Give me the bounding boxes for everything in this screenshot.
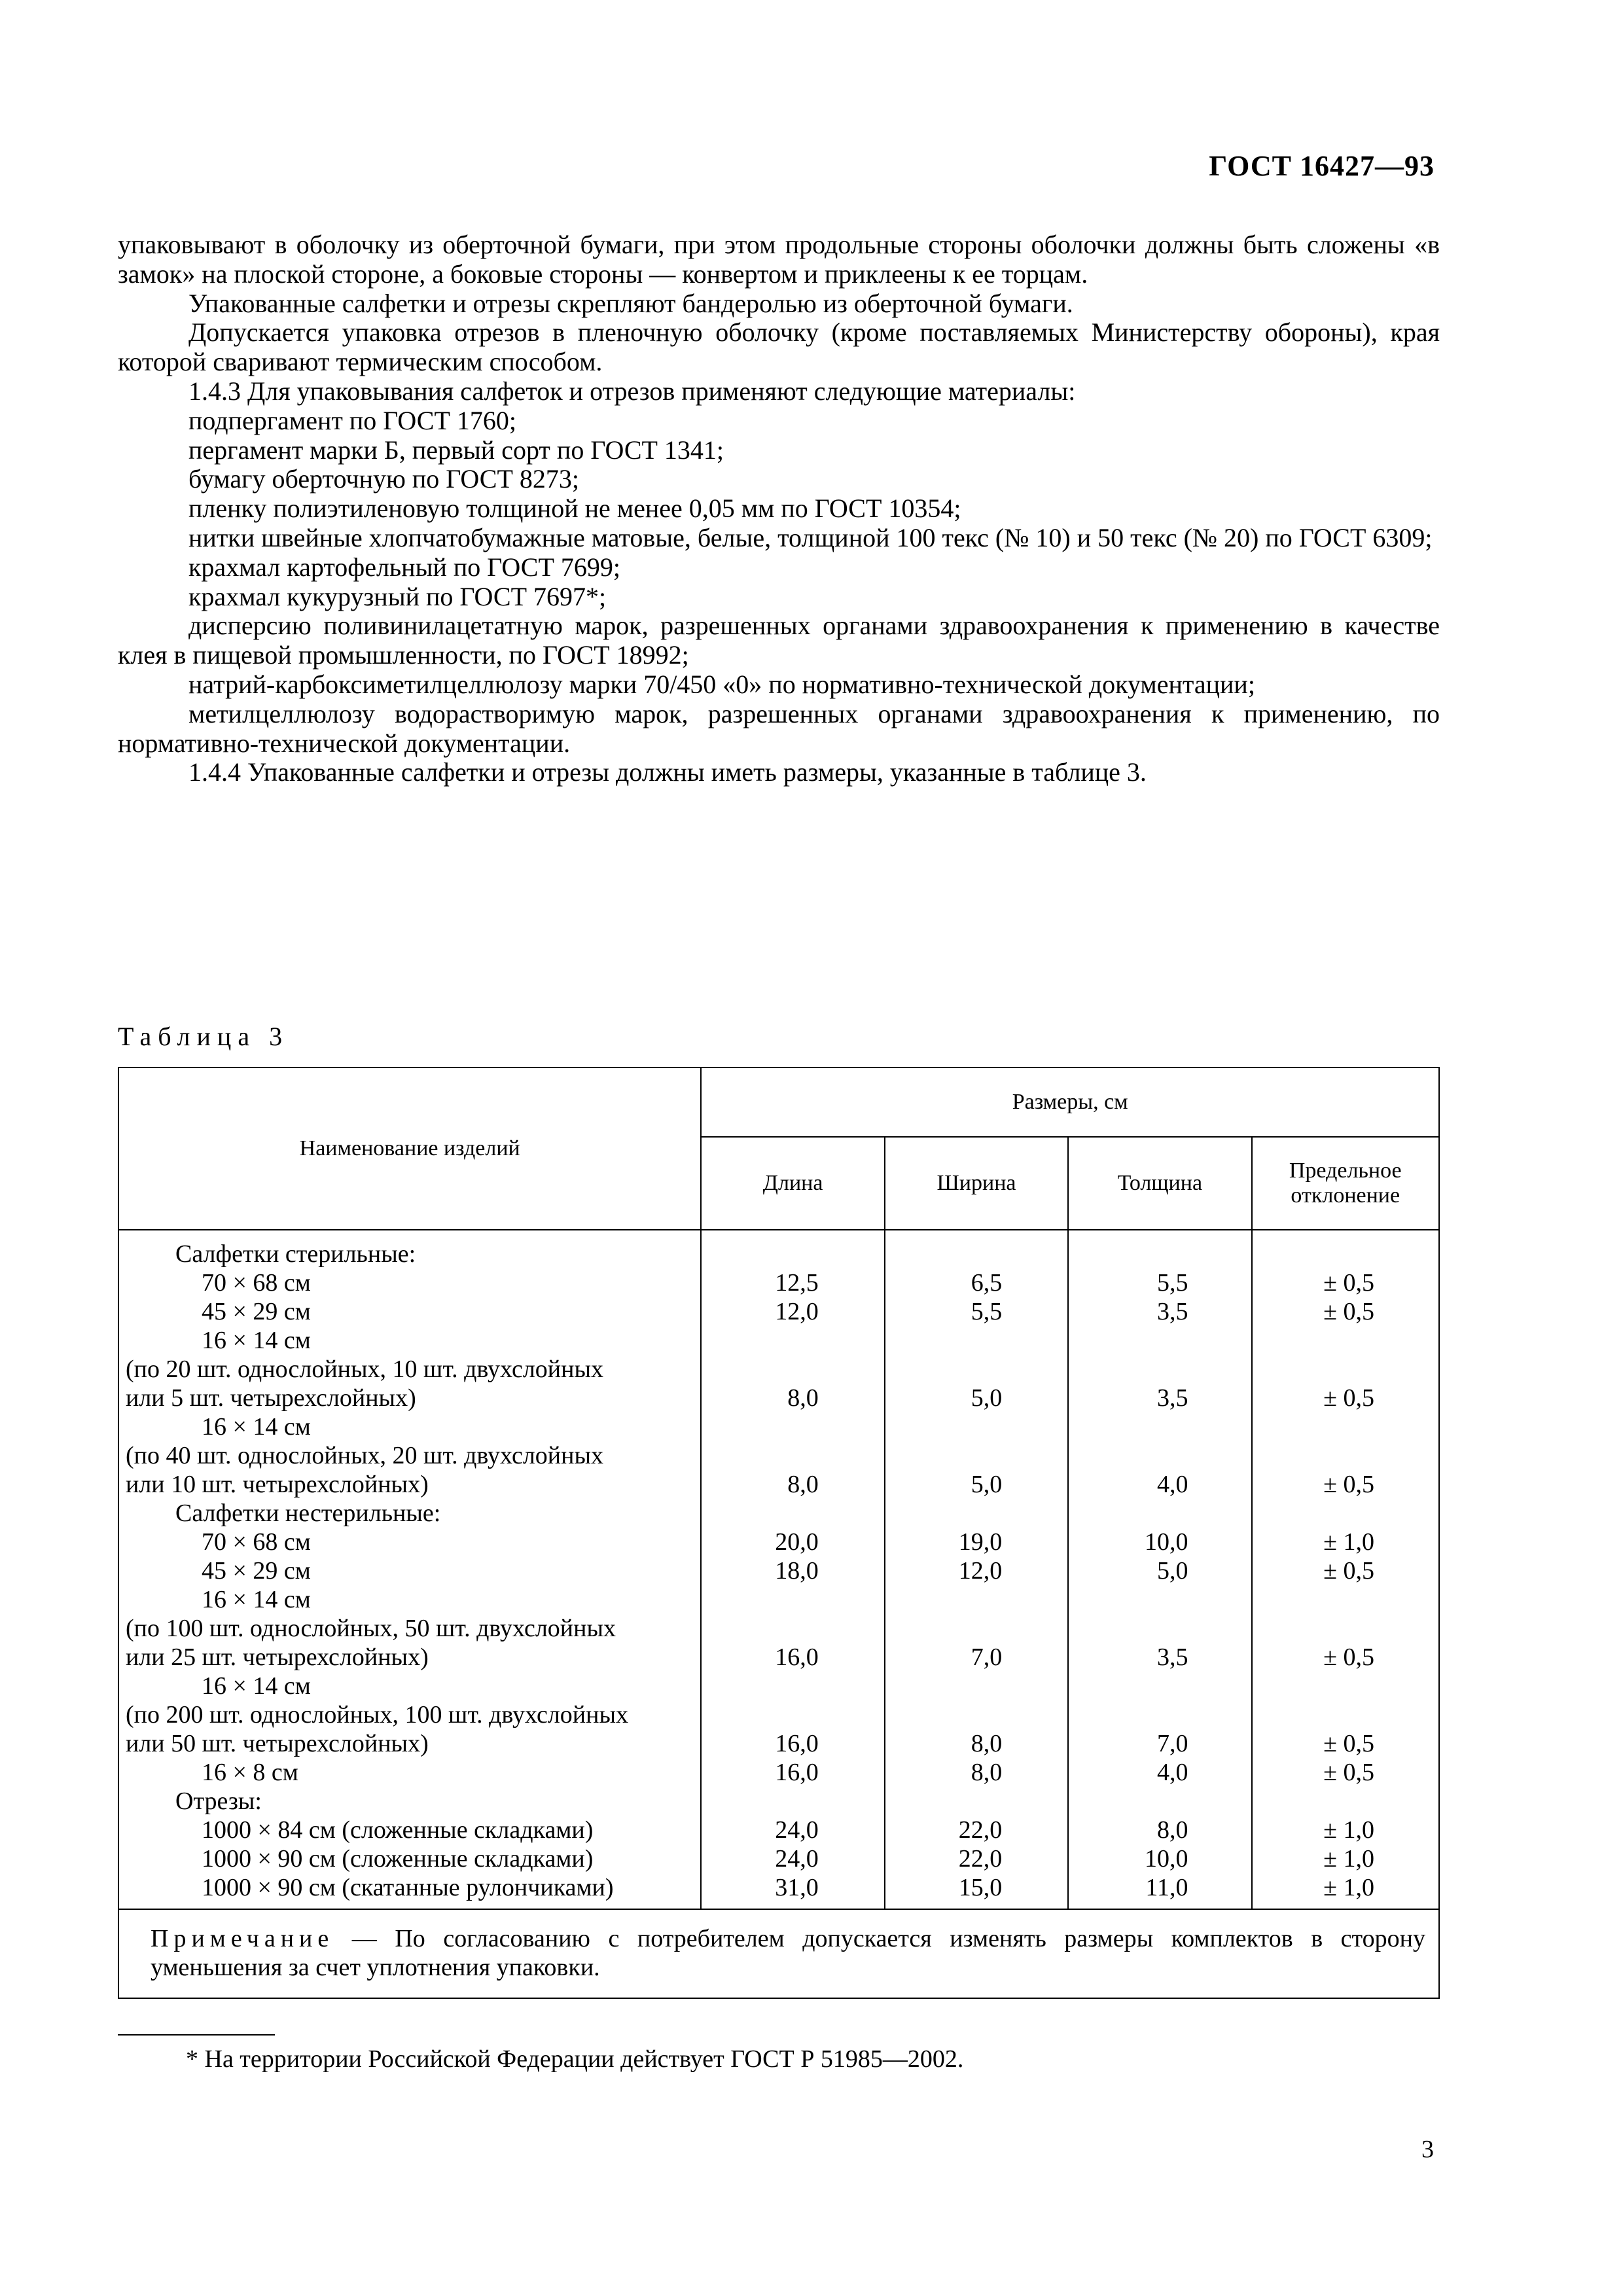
table-cell-deviation: ± 0,5 — [1323, 1759, 1374, 1786]
table-note-text: — По согласованию с потребителем допускается изменять размеры комплектов в сторону уменьшения за счет уплотнения упаковки. — [151, 1925, 1425, 1981]
table-cell-width: 22,0 — [958, 1816, 1003, 1844]
table-cell-width — [885, 1441, 1067, 1470]
header-deviation: Предельное отклонение — [1252, 1137, 1439, 1230]
table-cell-deviation: ± 0,5 — [1323, 1730, 1374, 1757]
table-cell-thickness: 3,5 — [1157, 1298, 1188, 1325]
body-text — [118, 230, 1440, 787]
table-cell-thickness — [1069, 1672, 1251, 1700]
table-cell-width — [885, 1672, 1067, 1700]
body-paragraph: Упакованные салфетки и отрезы скрепляют бандеролью из оберточной бумаги. — [188, 288, 1073, 318]
table-cell-width — [885, 1585, 1067, 1614]
column-product-names — [118, 1230, 701, 1909]
table-cell-width: 6,5 — [971, 1269, 1003, 1297]
table-cell-width: 12,0 — [958, 1557, 1003, 1585]
table-cell-deviation: ± 1,0 — [1323, 1845, 1374, 1873]
table-row-name: 70 × 68 см — [202, 1269, 311, 1297]
table-cell-length: 12,5 — [775, 1269, 819, 1297]
body-paragraph: нитки швейные хлопчатобумажные матовые, белые, толщиной 100 текс (№ 10) и 50 текс (№ 20) по ГОСТ 6309; — [188, 522, 1433, 552]
table-cell-deviation — [1253, 1499, 1438, 1528]
body-paragraph: 1.4.3 Для упаковывания салфеток и отрезов применяют следующие материалы: — [188, 376, 1076, 406]
table-cell-deviation: ± 0,5 — [1323, 1557, 1374, 1585]
table-cell-length: 31,0 — [775, 1874, 819, 1901]
table-cell-deviation — [1253, 1672, 1438, 1700]
table-cell-thickness: 7,0 — [1157, 1730, 1188, 1757]
body-paragraph: крахмал кукурузный по ГОСТ 7697*; — [188, 581, 607, 611]
table-cell-width — [885, 1614, 1067, 1643]
table-cell-length: 16,0 — [775, 1730, 819, 1757]
table-cell-width — [885, 1700, 1067, 1729]
page-number: 3 — [1421, 2136, 1434, 2163]
table-cell-width — [885, 1787, 1067, 1816]
table-cell-thickness — [1069, 1614, 1251, 1643]
table-row-name: 16 × 14 см — [202, 1413, 311, 1441]
table-row-name: или 10 шт. четырехслойных) — [126, 1471, 429, 1498]
table-note-label: Примечание — [151, 1925, 334, 1952]
table-cell-width — [885, 1499, 1067, 1528]
table-cell-deviation — [1253, 1240, 1438, 1268]
column-width-values — [885, 1230, 1068, 1909]
table-row-name: 70 × 68 см — [202, 1528, 311, 1556]
table-cell-deviation — [1253, 1614, 1438, 1643]
table-row-name: 45 × 29 см — [202, 1298, 311, 1325]
sizes-table — [118, 1067, 1440, 1999]
header-length: Длина — [701, 1137, 884, 1230]
table-cell-thickness: 8,0 — [1157, 1816, 1188, 1844]
table-cell-thickness — [1069, 1585, 1251, 1614]
table-cell-width: 19,0 — [958, 1528, 1003, 1556]
body-paragraph: бумагу оберточную по ГОСТ 8273; — [188, 464, 580, 494]
table-cell-thickness — [1069, 1700, 1251, 1729]
table-row-name: 1000 × 90 см (скатанные рулончиками) — [202, 1874, 614, 1901]
header-sizes-group: Размеры, см — [701, 1067, 1439, 1137]
table-cell-deviation: ± 0,5 — [1323, 1643, 1374, 1671]
table-cell-thickness: 3,5 — [1157, 1384, 1188, 1412]
table-cell-length: 8,0 — [787, 1471, 819, 1498]
table-cell-length — [702, 1240, 883, 1268]
table-cell-deviation: ± 1,0 — [1323, 1874, 1374, 1901]
table-cell-length: 12,0 — [775, 1298, 819, 1325]
table-cell-length — [702, 1499, 883, 1528]
table-cell-length: 18,0 — [775, 1557, 819, 1585]
table-cell-width — [885, 1412, 1067, 1441]
table-cell-length — [702, 1326, 883, 1355]
body-paragraph: пергамент марки Б, первый сорт по ГОСТ 1341; — [188, 435, 724, 465]
table-cell-thickness: 5,0 — [1157, 1557, 1188, 1585]
table-row-name: 16 × 14 см — [202, 1327, 311, 1354]
table-row-name: 16 × 14 см — [202, 1672, 311, 1700]
table-cell-thickness — [1069, 1240, 1251, 1268]
table-cell-thickness — [1069, 1412, 1251, 1441]
table-cell-length: 24,0 — [775, 1816, 819, 1844]
body-paragraph: метилцеллюлозу водорастворимую марок, разрешенных органами здравоохранения к применению, по нормативно-технической документации. — [118, 698, 1440, 758]
table-cell-deviation — [1253, 1441, 1438, 1470]
table-row-name: (по 200 шт. однослойных, 100 шт. двухслойных — [126, 1701, 628, 1729]
table-row-name: или 50 шт. четырехслойных) — [126, 1730, 429, 1757]
table-cell-length — [702, 1614, 883, 1643]
table-cell-thickness — [1069, 1787, 1251, 1816]
table-cell-width — [885, 1355, 1067, 1384]
table-cell-length: 8,0 — [787, 1384, 819, 1412]
table-row-name: Отрезы: — [175, 1787, 262, 1815]
table-cell-thickness — [1069, 1441, 1251, 1470]
body-paragraph: крахмал картофельный по ГОСТ 7699; — [188, 552, 620, 582]
table-cell-deviation — [1253, 1355, 1438, 1384]
body-paragraph: 1.4.4 Упакованные салфетки и отрезы должны иметь размеры, указанные в таблице 3. — [188, 757, 1147, 787]
footnote: * На территории Российской Федерации действует ГОСТ Р 51985—2002. — [186, 2045, 964, 2073]
header-thickness: Толщина — [1068, 1137, 1251, 1230]
body-paragraph: натрий-карбоксиметилцеллюлозу марки 70/450 «0» по нормативно-технической документации; — [188, 669, 1255, 699]
table-row-name: 16 × 14 см — [202, 1586, 311, 1613]
table-cell-width — [885, 1326, 1067, 1355]
table-cell-deviation — [1253, 1326, 1438, 1355]
table-row-name: Салфетки нестерильные: — [175, 1499, 441, 1527]
table-cell-length — [702, 1412, 883, 1441]
table-cell-length — [702, 1441, 883, 1470]
table-cell-length — [702, 1700, 883, 1729]
table-row-name: 1000 × 84 см (сложенные складками) — [202, 1816, 594, 1844]
body-paragraph: подпергамент по ГОСТ 1760; — [188, 405, 517, 435]
table-cell-width — [885, 1240, 1067, 1268]
body-paragraph: пленку полиэтиленовую толщиной не менее 0,05 мм по ГОСТ 10354; — [188, 493, 961, 524]
table-cell-deviation: ± 1,0 — [1323, 1528, 1374, 1556]
table-cell-thickness — [1069, 1355, 1251, 1384]
table-cell-deviation: ± 0,5 — [1323, 1298, 1374, 1325]
table-cell-deviation: ± 0,5 — [1323, 1269, 1374, 1297]
table-cell-length: 20,0 — [775, 1528, 819, 1556]
table-row-name: 1000 × 90 см (сложенные складками) — [202, 1845, 594, 1873]
table-row-name: или 25 шт. четырехслойных) — [126, 1643, 429, 1671]
table-cell-length — [702, 1787, 883, 1816]
table-cell-deviation: ± 0,5 — [1323, 1471, 1374, 1498]
table-cell-width: 8,0 — [971, 1759, 1003, 1786]
table-cell-thickness: 4,0 — [1157, 1759, 1188, 1786]
table-cell-width: 8,0 — [971, 1730, 1003, 1757]
table-cell-thickness: 5,5 — [1157, 1269, 1188, 1297]
table-cell-thickness — [1069, 1499, 1251, 1528]
table-row-name: (по 20 шт. однослойных, 10 шт. двухслойных — [126, 1355, 603, 1383]
table-cell-thickness: 4,0 — [1157, 1471, 1188, 1498]
body-paragraph: Допускается упаковка отрезов в пленочную оболочку (кроме поставляемых Министерству обороны), края которой сваривают термическим способом. — [118, 317, 1440, 377]
table-cell-length — [702, 1585, 883, 1614]
table-cell-width: 5,0 — [971, 1471, 1003, 1498]
table-cell-thickness: 10,0 — [1145, 1528, 1188, 1556]
table-row-name: (по 40 шт. однослойных, 20 шт. двухслойных — [126, 1442, 603, 1469]
table-cell-length — [702, 1355, 883, 1384]
header-width: Ширина — [885, 1137, 1068, 1230]
body-paragraph: дисперсию поливинилацетатную марок, разрешенных органами здравоохранения к применению в качестве клея в пищевой промышленности, по ГОСТ 18992; — [118, 611, 1440, 670]
table-cell-thickness: 11,0 — [1145, 1874, 1188, 1901]
table-cell-width: 5,5 — [971, 1298, 1003, 1325]
table-cell-deviation — [1253, 1412, 1438, 1441]
table-row-name: 16 × 8 см — [202, 1759, 298, 1786]
table-row-name: или 5 шт. четырехслойных) — [126, 1384, 416, 1412]
body-paragraph: упаковывают в оболочку из оберточной бумаги, при этом продольные стороны оболочки должны быть сложены «в замок» на плоской стороне, а боковые стороны — конвертом и приклеены к ее торцам. — [118, 230, 1440, 289]
table-cell-deviation — [1253, 1585, 1438, 1614]
table-title: Таблица 3 — [118, 1022, 289, 1051]
table-cell-deviation: ± 1,0 — [1323, 1816, 1374, 1844]
table-cell-thickness — [1069, 1326, 1251, 1355]
table-note — [118, 1909, 1439, 1998]
header-product-name: Наименование изделий — [118, 1067, 701, 1230]
table-cell-length — [702, 1672, 883, 1700]
table-cell-thickness: 3,5 — [1157, 1643, 1188, 1671]
table-cell-width: 22,0 — [958, 1845, 1003, 1873]
table-cell-deviation: ± 0,5 — [1323, 1384, 1374, 1412]
table-cell-deviation — [1253, 1787, 1438, 1816]
table-cell-length: 16,0 — [775, 1643, 819, 1671]
table-cell-thickness: 10,0 — [1145, 1845, 1188, 1873]
table-cell-width: 7,0 — [971, 1643, 1003, 1671]
table-cell-length: 24,0 — [775, 1845, 819, 1873]
table-cell-width: 5,0 — [971, 1384, 1003, 1412]
footnote-divider — [118, 2034, 275, 2036]
table-cell-deviation — [1253, 1700, 1438, 1729]
table-cell-length: 16,0 — [775, 1759, 819, 1786]
column-thickness-values — [1068, 1230, 1251, 1909]
document-code-header: ГОСТ 16427—93 — [1209, 150, 1435, 182]
column-deviation-values — [1252, 1230, 1439, 1909]
table-row-name: (по 100 шт. однослойных, 50 шт. двухслойных — [126, 1615, 616, 1642]
column-length-values — [701, 1230, 884, 1909]
table-row-name: 45 × 29 см — [202, 1557, 311, 1585]
table-row-name: Салфетки стерильные: — [175, 1240, 416, 1268]
table-cell-width: 15,0 — [958, 1874, 1003, 1901]
